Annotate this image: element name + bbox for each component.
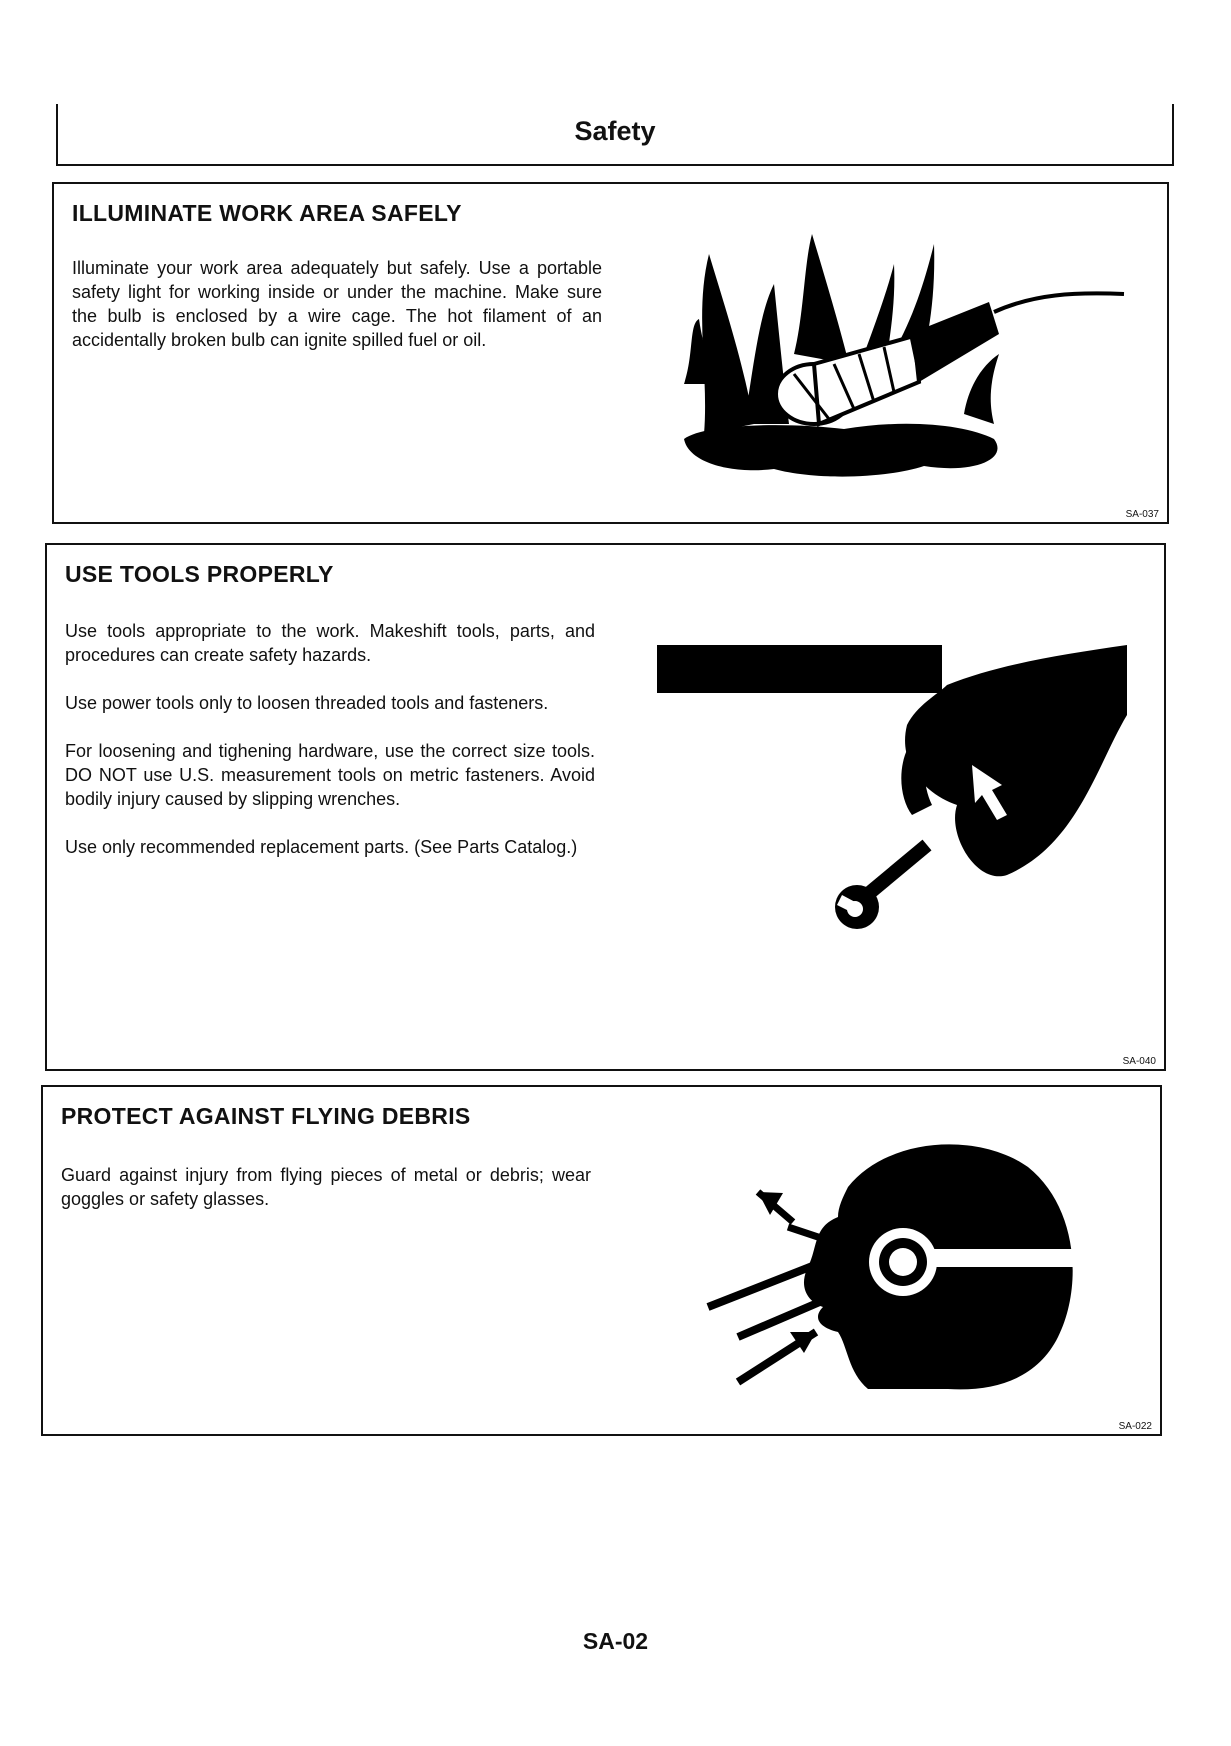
page-number: SA-02: [582, 1628, 649, 1654]
section-body: [72, 256, 602, 376]
section-illuminate-work-area: [52, 182, 1169, 524]
paragraph: Guard against injury from flying pieces of metal or debris; wear goggles or safety glasses.: [61, 1165, 591, 1209]
figure-code: SA-037: [1125, 509, 1159, 520]
section-body: [65, 619, 595, 883]
section-protect-flying-debris: [41, 1085, 1162, 1436]
paragraph: Use tools appropriate to the work. Makeshift tools, parts, and procedures can create safety hazards.: [65, 621, 595, 665]
section-body: [61, 1163, 591, 1235]
section-title: PROTECT AGAINST FLYING DEBRIS: [61, 1103, 471, 1129]
paragraph: Illuminate your work area adequately but safely. Use a portable safety light for working inside or under the machine. Make sure the bulb is enclosed by a wire cage. The hot filament of an accidentally broken bulb can ignite spilled fuel or oil.: [72, 258, 602, 350]
paragraph: Use only recommended replacement parts. (See Parts Catalog.): [65, 837, 578, 857]
section-title: USE TOOLS PROPERLY: [65, 561, 334, 587]
page-header: [56, 104, 1174, 166]
work-light-fire-icon: [664, 224, 1144, 484]
page-title: Safety: [574, 116, 656, 146]
section-use-tools-properly: [45, 543, 1166, 1071]
section-title: ILLUMINATE WORK AREA SAFELY: [72, 200, 462, 226]
figure-code: SA-022: [1118, 1421, 1152, 1432]
goggles-head-icon: [698, 1127, 1118, 1397]
paragraph: For loosening and tighening hardware, use the correct size tools. DO NOT use U.S. measurement tools on metric fasteners. Avoid bodily injury caused by slipping wrenches.: [65, 741, 595, 809]
hand-wrench-icon: [657, 645, 1127, 945]
figure-code: SA-040: [1122, 1056, 1156, 1067]
paragraph: Use power tools only to loosen threaded tools and fasteners.: [65, 693, 549, 713]
